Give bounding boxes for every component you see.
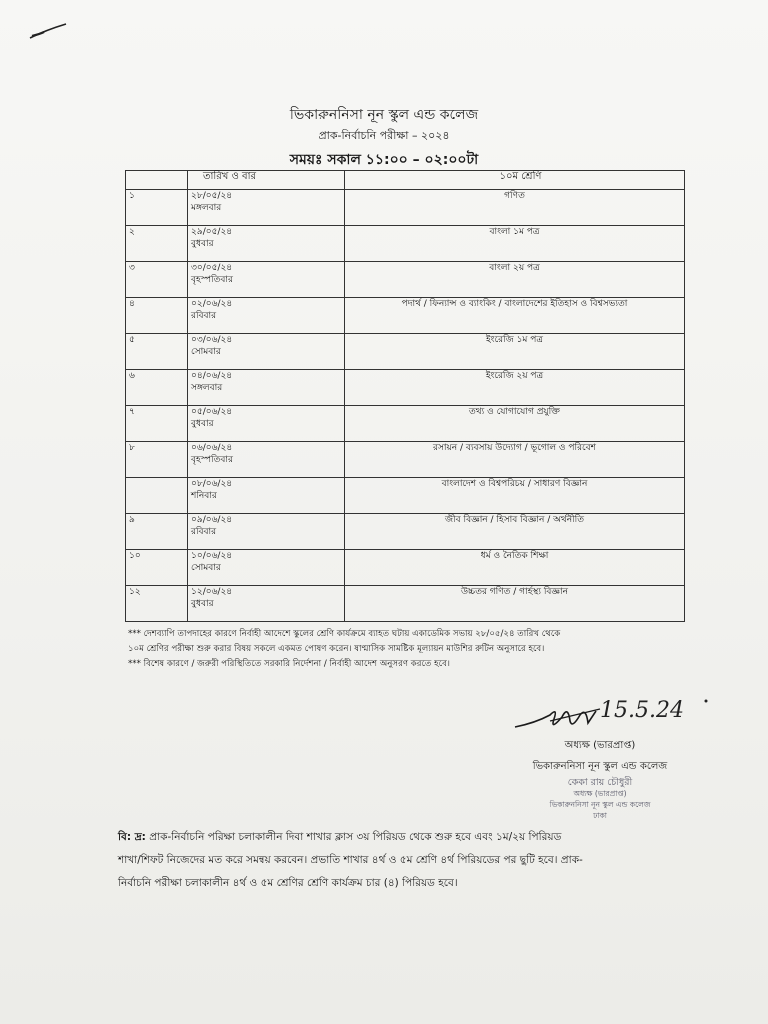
table-row (126, 262, 685, 298)
note-line-2: ১০ম শ্রেণির পরীক্ষা শুরু করার বিষয় সকলে একমত পোষণ করেন। ষাণ্মাসিক সামষ্টিক মূল্যায়ন মাউশির রুটিন অনুসারে হবে। (128, 644, 545, 654)
row-day: রবিবার (191, 527, 217, 537)
note-line-1: *** দেশব্যাপি তাপদাহের কারণে নির্বাহী আদেশে স্কুলের শ্রেণি কার্যক্রমে ব্যাহত ঘটায় একাডেমিক সভায় ২৮/০৫/২৪ তারিখ থেকে (128, 629, 561, 639)
row-date-day (188, 370, 345, 406)
stamp-city: ঢাকা (593, 811, 607, 820)
row-subject: বাংলাদেশ ও বিশ্বপরিচয় / সাধারণ বিজ্ঞান (345, 478, 685, 514)
row-serial: ৫ (126, 334, 188, 370)
row-day: বৃহস্পতিবার (191, 275, 233, 285)
row-serial: ৯ (126, 514, 188, 550)
header-serial (126, 171, 188, 190)
row-date: ২৯/০৫/২৪ (191, 227, 233, 237)
row-date: ০২/০৬/২৪ (191, 299, 233, 309)
footer-lead: বি: দ্র: (118, 831, 146, 843)
row-date-day (188, 298, 345, 334)
row-subject: রসায়ন / ব্যবসায় উদ্যোগ / ভূগোল ও পরিবেশ (345, 442, 685, 478)
table-row (126, 334, 685, 370)
note-line-3: *** বিশেষ কারণে / জরুরী পরিস্থিতিতে সরকারি নির্দেশনা / নির্বাহী আদেশ অনুসরণ করতে হবে। (128, 659, 450, 669)
footer-line-2: শাখা/শিফট নিজেদের মত করে সমন্বয় করবেন। প্রভাতি শাখার ৪র্থ ও ৫ম শ্রেণি ৪র্থ পিরিয়ডের পর ছুটি হবে। প্রাক- (118, 854, 583, 866)
row-serial: ৮ (126, 442, 188, 478)
table-row (126, 550, 685, 586)
table-row (126, 442, 685, 478)
row-date: ০৯/০৬/২৪ (191, 515, 233, 525)
row-serial: ১ (126, 190, 188, 226)
footer-line-3: নির্বাচনি পরীক্ষা চলাকালীন ৪র্থ ও ৫ম শ্রেণির শ্রেণি কার্যক্রম চার (৪) পিরিয়ড হবে। (118, 877, 458, 889)
row-date-day (188, 514, 345, 550)
table-header-row (126, 171, 685, 190)
pen-mark-icon (28, 22, 68, 40)
row-serial (126, 478, 188, 514)
table-row (126, 190, 685, 226)
signature-date: 15.5.24 (600, 698, 684, 723)
stamp-role: অধ্যক্ষ (ভারপ্রাপ্ত) (573, 789, 627, 798)
row-day: সোমবার (191, 347, 221, 357)
table-row (126, 478, 685, 514)
header-date-day: তারিখ ও বার (188, 171, 345, 190)
exam-title: প্রাক-নির্বাচনি পরীক্ষা – ২০২৪ (318, 129, 450, 142)
row-serial: ১২ (126, 586, 188, 622)
row-subject: জীব বিজ্ঞান / হিসাব বিজ্ঞান / অর্থনীতি (345, 514, 685, 550)
row-day: সোমবার (191, 563, 221, 573)
row-subject: গণিত (345, 190, 685, 226)
row-day: বুধবার (191, 599, 214, 609)
signatory-designation: অধ্যক্ষ (ভারপ্রাপ্ত) (564, 740, 636, 751)
row-subject: পদার্থ / ফিন্যান্স ও ব্যাংকিং / বাংলাদেশের ইতিহাস ও বিশ্বসভ্যতা (345, 298, 685, 334)
row-subject: তথ্য ও যোগাযোগ প্রযুক্তি (345, 406, 685, 442)
table-row (126, 586, 685, 622)
row-serial: ৩ (126, 262, 188, 298)
signatory-institution: ভিকারুননিসা নূন স্কুল এন্ড কলেজ (532, 761, 668, 772)
exam-routine-table (125, 170, 685, 622)
table-row (126, 406, 685, 442)
row-subject: ধর্ম ও নৈতিক শিক্ষা (345, 550, 685, 586)
row-date: ২৮/০৫/২৪ (191, 191, 233, 201)
table-row (126, 298, 685, 334)
row-serial: ৪ (126, 298, 188, 334)
signature-block (500, 738, 700, 821)
row-serial: ৭ (126, 406, 188, 442)
row-date: ১২/০৬/২৪ (191, 587, 233, 597)
official-stamp (500, 777, 700, 821)
table-row (126, 226, 685, 262)
row-day: রবিবার (191, 311, 217, 321)
row-date-day (188, 226, 345, 262)
exam-time: সময়ঃ সকাল ১১:০০ – ০২:০০টা (289, 152, 479, 168)
institution-title: ভিকারুননিসা নূন স্কুল এন্ড কলেজ (289, 107, 479, 123)
table-row (126, 514, 685, 550)
row-day: শনিবার (191, 491, 217, 501)
row-serial: ১০ (126, 550, 188, 586)
row-date-day (188, 190, 345, 226)
notes (128, 627, 688, 672)
row-date-day (188, 262, 345, 298)
row-day: বুধবার (191, 239, 214, 249)
stamp-name: কেকা রায় চৌধুরী (567, 777, 633, 788)
row-date: ০৮/০৬/২৪ (191, 479, 233, 489)
row-date-day (188, 478, 345, 514)
row-date-day (188, 334, 345, 370)
footer-note (118, 826, 708, 895)
row-date: ০৬/০৬/২৪ (191, 443, 233, 453)
row-subject: বাংলা ২য় পত্র (345, 262, 685, 298)
row-date-day (188, 406, 345, 442)
row-serial: ২ (126, 226, 188, 262)
row-day: মঙ্গলবার (191, 203, 222, 213)
row-subject: বাংলা ১ম পত্র (345, 226, 685, 262)
row-date-day (188, 550, 345, 586)
row-serial: ৬ (126, 370, 188, 406)
row-date-day (188, 442, 345, 478)
header-class: ১০ম শ্রেণি (345, 171, 685, 190)
row-date: ০৩/০৬/২৪ (191, 335, 233, 345)
row-day: সঙ্গলবার (191, 383, 223, 393)
row-subject: ইংরেজি ১ম পত্র (345, 334, 685, 370)
stamp-institution: ভিকারুননিসা নূন স্কুল এন্ড কলেজ (549, 800, 651, 809)
row-date-day (188, 586, 345, 622)
row-subject: ইংরেজি ২য় পত্র (345, 370, 685, 406)
row-day: বৃহস্পতিবার (191, 455, 233, 465)
row-date: ৩০/০৫/২৪ (191, 263, 233, 273)
row-day: বুধবার (191, 419, 214, 429)
row-date: ১০/০৬/২৪ (191, 551, 233, 561)
row-subject: উচ্চতর গণিত / গার্হস্থ্য বিজ্ঞান (345, 586, 685, 622)
footer-line-1: প্রাক-নির্বাচনি পরিক্ষা চলাকালীন দিবা শাখার ক্লাস ৩য় পিরিয়ড থেকে শুরু হবে এবং ১ম/২য় পিরিয়ড (149, 831, 562, 843)
row-date: ০৫/০৬/২৪ (191, 407, 233, 417)
row-date: ০৪/০৬/২৪ (191, 371, 233, 381)
table-row (126, 370, 685, 406)
